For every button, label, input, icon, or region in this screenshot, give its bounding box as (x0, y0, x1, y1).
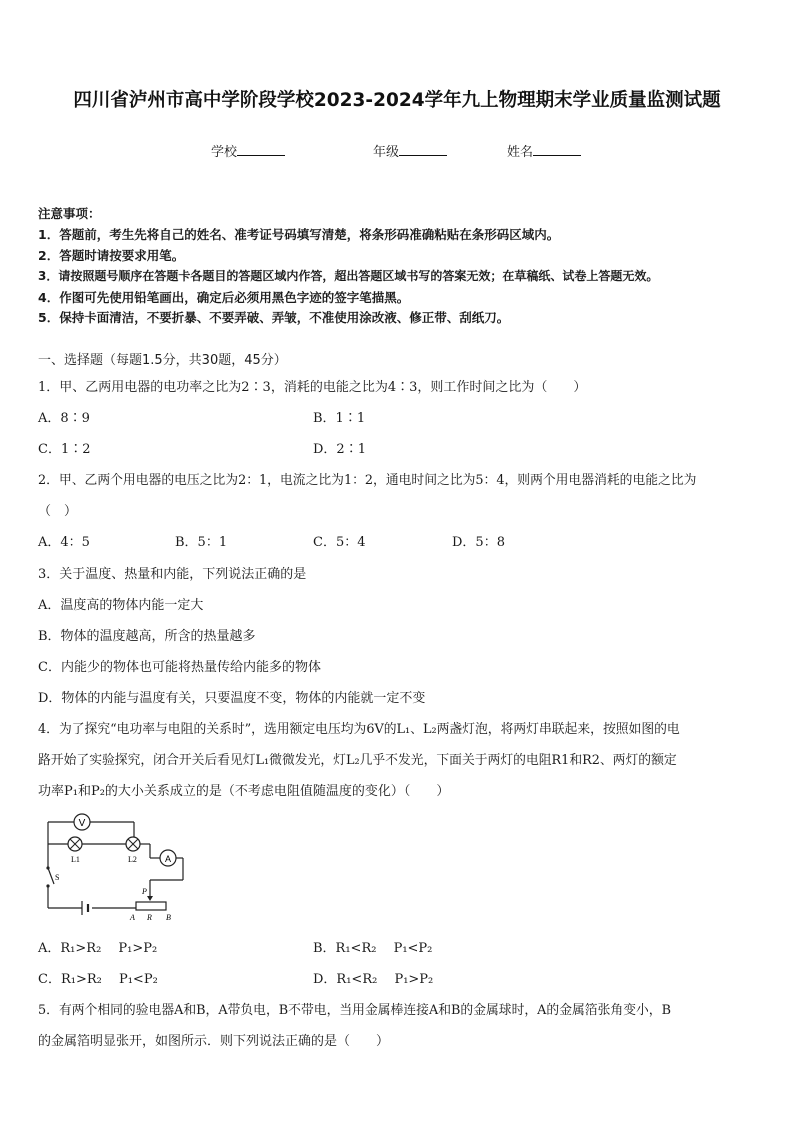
notice-item: 2．答题时请按要求用笔。 (38, 248, 185, 263)
q5-stem-cont: 的金属箔明显张开，如图所示．则下列说法正确的是（ ） (38, 1034, 390, 1049)
q3-stem: 3．关于温度、热量和内能，下列说法正确的是 (38, 567, 307, 582)
notice-item: 3．请按照题号顺序在答题卡各题目的答题区域内作答，超出答题区域书写的答案无效；在草稿纸、试卷上答题无效。 (38, 269, 659, 283)
grade-label: 年级 (373, 145, 400, 160)
name-label: 姓名 (507, 145, 534, 160)
q1-option-d: D．2∶1 (313, 442, 366, 457)
battery-symbol (82, 901, 88, 915)
q1-option-b: B．1∶1 (313, 411, 366, 426)
grade-blank (399, 143, 447, 156)
q2-stem: 2．甲、乙两个用电器的电压之比为2：1，电流之比为1：2，通电时间之比为5：4，则两个用电器消耗的电能之比为 (38, 473, 697, 488)
grade-field (373, 141, 447, 160)
q2-option-b: B．5：1 (175, 535, 228, 550)
q4-option-d: D．R₁<R₂ P₁>P₂ (313, 972, 434, 987)
q4-option-c: C．R₁>R₂ P₁<P₂ (38, 972, 158, 987)
rheostat-a-label: A (130, 913, 135, 922)
rheostat-r-label: R (147, 913, 152, 922)
notice-item: 5．保持卡面清洁，不要折暴、不要弄破、弄皱，不准使用涂改液、修正带、刮纸刀。 (38, 310, 510, 325)
q1-option-c: C．1∶2 (38, 442, 91, 457)
q2-option-c: C．5：4 (313, 535, 366, 550)
name-blank (533, 143, 581, 156)
voltmeter-symbol (74, 814, 90, 830)
page-title: 四川省泸州市高中学阶段学校2023-2024学年九上物理期末学业质量监测试题 (73, 90, 721, 111)
ammeter-symbol (160, 850, 176, 866)
q4-stem: 4．为了探究“电功率与电阻的关系时”，选用额定电压均为6V的L₁、L₂两盏灯泡，将两灯串联起来，按照如图的电 (38, 722, 680, 737)
q4-option-b: B．R₁<R₂ P₁<P₂ (313, 941, 433, 956)
q5-stem: 5．有两个相同的验电器A和B，A带负电，B不带电，当用金属棒连接A和B的金属球时，A的金属箔张角变小，B (38, 1003, 671, 1018)
q1-option-a: A．8∶9 (38, 411, 90, 426)
q3-option-c: C．内能少的物体也可能将热量传给内能多的物体 (38, 660, 321, 675)
q4-stem-cont: 路开始了实验探究，闭合开关后看见灯L₁微微发光，灯L₂几乎不发光，下面关于两灯的电阻R1和R2、两灯的额定 (38, 753, 677, 768)
slider-p-label: P (142, 887, 147, 896)
school-label: 学校 (211, 145, 238, 160)
q2-option-a: A．4：5 (38, 535, 90, 550)
circuit-diagram (38, 812, 198, 924)
q2-stem-cont: （ ） (38, 504, 78, 519)
voltmeter-label: V (78, 818, 86, 829)
school-blank (237, 143, 285, 156)
school-field (211, 141, 285, 160)
bulb-l1-label: L1 (71, 855, 80, 864)
q3-option-b: B．物体的温度越高，所含的热量越多 (38, 629, 256, 644)
bulb-l1-symbol (68, 837, 82, 864)
name-field (507, 141, 581, 160)
q4-stem-cont: 功率P₁和P₂的大小关系成立的是（不考虑电阻值随温度的变化）（ ） (38, 784, 450, 799)
q2-option-d: D．5：8 (452, 535, 505, 550)
q1-stem: 1．甲、乙两用电器的电功率之比为2∶3，消耗的电能之比为4∶3，则工作时间之比为（ ） (38, 380, 587, 395)
notice-item: 4．作图可先使用铅笔画出，确定后必须用黑色字迹的签字笔描黑。 (38, 290, 410, 305)
ammeter-label: A (164, 854, 172, 864)
rheostat-b-label: B (166, 913, 171, 922)
bulb-l2-label: L2 (128, 855, 137, 864)
section-heading: 一、选择题（每题1.5分，共30题，45分） (38, 353, 287, 368)
switch-label: S (55, 873, 60, 882)
bulb-l2-symbol (126, 837, 140, 864)
q3-option-d: D．物体的内能与温度有关，只要温度不变，物体的内能就一定不变 (38, 691, 426, 706)
notice-heading: 注意事项： (38, 206, 101, 221)
notice-item: 1．答题前，考生先将自己的姓名、准考证号码填写清楚，将条形码准确粘贴在条形码区域内。 (38, 227, 560, 242)
q3-option-a: A．温度高的物体内能一定大 (38, 598, 204, 613)
q4-option-a: A．R₁>R₂ P₁>P₂ (38, 941, 158, 956)
